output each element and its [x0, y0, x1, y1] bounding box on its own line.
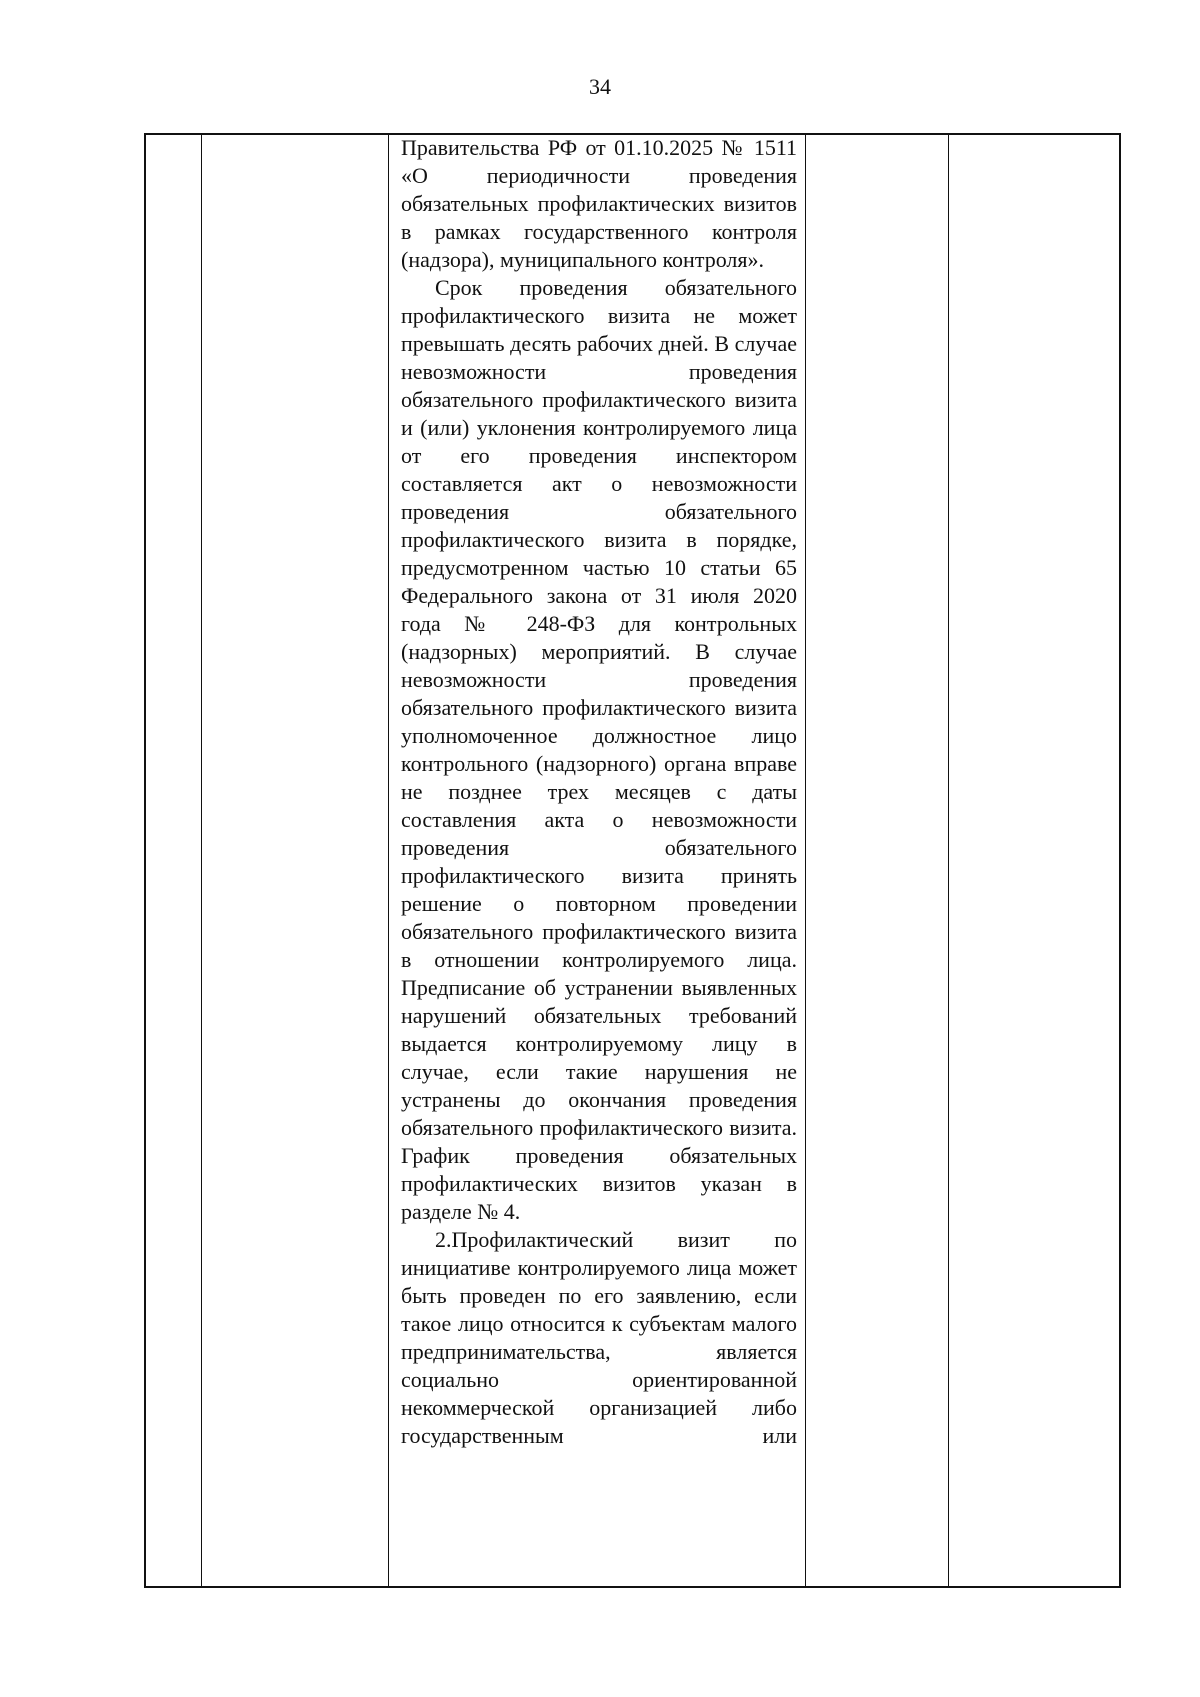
- cell-paragraph-2: Срок проведения обязательного профилактического визита не может превышать десять рабочих дней. В случае невозможности проведения обязательного профилактического визита и (или) уклонения контролируемого лица от его проведения инспектором составляется акт о невозможности проведения обязательного профилактического визита в порядке, предусмотренном частью 10 статьи 65 Федерального закона от 31 июля 2020 года № 248-ФЗ для контрольных (надзорных) мероприятий. В случае невозможности проведения обязательного профилактического визита уполномоченное должностное лицо контрольного (надзорного) органа вправе не позднее трех месяцев с даты составления акта о невозможности проведения обязательного профилактического визита принять решение о повторном проведении обязательного профилактического визита в отношении контролируемого лица. Предписание об устранении выявленных нарушений обязательных требований выдается контролируемому лицу в случае, если такие нарушения не устранены до окончания проведения обязательного профилактического визита. График проведения обязательных профилактических визитов указан в разделе № 4.: [401, 275, 797, 1224]
- column-divider-4: [948, 135, 949, 1586]
- document-table: [144, 133, 1121, 1588]
- table-cell-col3: [401, 134, 797, 1450]
- column-divider-1: [201, 135, 202, 1586]
- column-divider-3: [805, 135, 806, 1586]
- cell-paragraph-3: 2.Профилактический визит по инициативе контролируемого лица может быть проведен по его заявлению, если такое лицо относится к субъектам малого предпринимательства, является социально ориентированной некоммерческой организацией либо государственным или: [401, 1227, 797, 1448]
- cell-paragraph-1: Правительства РФ от 01.10.2025 № 1511 «О периодичности проведения обязательных профилактических визитов в рамках государственного контроля (надзора), муниципального контроля».: [401, 135, 797, 272]
- page-number: 34: [589, 74, 611, 99]
- column-divider-2: [388, 135, 389, 1586]
